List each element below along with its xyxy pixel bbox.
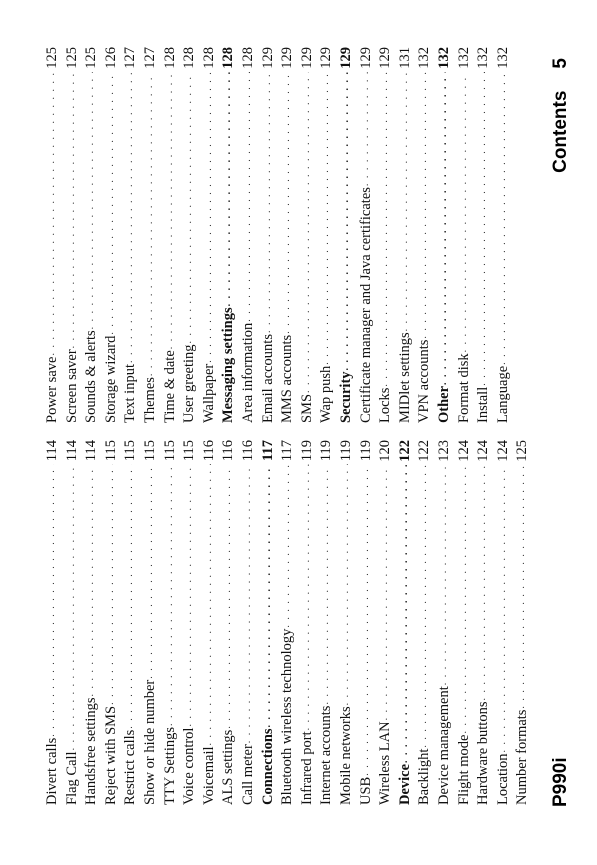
dot-leader	[377, 72, 393, 387]
toc-entry	[473, 47, 491, 423]
dot-leader	[44, 464, 60, 737]
toc-entry	[81, 47, 99, 423]
dot-leader	[220, 72, 236, 307]
toc-entry	[101, 440, 119, 805]
dot-leader	[318, 72, 334, 365]
toc-entry	[395, 47, 413, 423]
dot-leader	[83, 464, 99, 696]
dot-leader	[318, 464, 334, 704]
toc-entry-page: 125	[83, 47, 100, 69]
dot-leader	[416, 72, 432, 339]
toc-entry-title: Language	[494, 365, 511, 423]
toc-entry-page: 129	[259, 47, 276, 69]
dot-leader	[64, 464, 80, 750]
dot-leader	[220, 464, 236, 728]
toc-entry	[414, 440, 432, 805]
dot-leader	[397, 465, 413, 763]
toc-entry-title: Themes	[142, 377, 158, 423]
toc-entry-title: Storage wizard	[102, 335, 119, 423]
dot-leader	[142, 464, 158, 679]
toc-entry-page: 119	[357, 440, 374, 462]
toc-entry-page: 132	[455, 47, 472, 69]
toc-entry-page: 132	[416, 47, 433, 69]
toc-entry-page: 125	[514, 440, 531, 462]
toc-entry-page: 128	[240, 47, 256, 69]
dot-leader	[64, 72, 80, 349]
toc-entry-title: Hardware buttons	[475, 701, 492, 805]
toc-entry-title: Sounds & alerts	[83, 330, 100, 423]
toc-section-entry	[258, 440, 276, 805]
toc-entry-page: 116	[220, 440, 237, 462]
toc-entry-title: Email accounts	[259, 334, 276, 423]
toc-entry-title: Wap push	[318, 365, 335, 423]
toc-entry	[277, 47, 295, 423]
toc-entry-page: 125	[63, 47, 80, 69]
toc-entry-title: Screen saver	[63, 349, 80, 423]
toc-entry	[356, 47, 374, 423]
toc-entry-page: 129	[357, 47, 374, 69]
toc-entry-page: 117	[259, 440, 276, 461]
toc-entry	[238, 440, 256, 805]
dot-leader	[475, 72, 491, 386]
toc-entry-page: 129	[279, 47, 296, 69]
toc-entry-page: 128	[161, 47, 178, 69]
toc-entry	[62, 47, 80, 423]
toc-entry	[473, 440, 491, 805]
toc-entry-page: 114	[63, 440, 80, 462]
dot-leader	[338, 72, 354, 371]
toc-entry-page: 115	[122, 440, 139, 462]
toc-entry-title: Locks	[377, 387, 394, 423]
toc-entry	[101, 47, 119, 423]
toc-entry-title: Flight mode	[455, 734, 472, 805]
toc-entry	[454, 47, 472, 423]
dot-leader	[260, 464, 276, 728]
toc-entry	[62, 440, 80, 805]
toc-entry	[199, 440, 217, 805]
toc-entry-page: 122	[396, 440, 413, 462]
dot-leader	[456, 465, 472, 734]
dot-leader	[201, 464, 217, 745]
dot-leader	[201, 72, 217, 363]
toc-entry	[120, 440, 138, 805]
toc-section-entry	[434, 47, 452, 423]
toc-section-entry	[218, 47, 236, 423]
toc-entry-title: Infrared port	[298, 731, 315, 805]
toc-entry-page: 114	[44, 440, 60, 462]
toc-entry-page: 131	[396, 47, 413, 69]
toc-entry-title: Time & date	[161, 350, 178, 423]
toc-entry-page: 128	[200, 47, 217, 69]
dot-leader	[181, 72, 197, 344]
footer-model: P990i	[550, 757, 571, 807]
dot-leader	[142, 72, 158, 376]
toc-entry-page: 123	[436, 440, 452, 462]
toc-entry	[297, 47, 315, 423]
toc-entry	[414, 47, 432, 423]
toc-entry	[140, 47, 158, 423]
dot-leader	[83, 72, 99, 330]
dot-leader	[436, 465, 452, 685]
dot-leader	[122, 464, 138, 728]
dot-leader	[436, 72, 452, 385]
toc-entry-title: Wallpaper	[200, 363, 217, 423]
toc-entry	[316, 440, 334, 805]
toc-entry-page: 119	[318, 440, 335, 462]
dot-leader	[397, 72, 413, 332]
toc-entry-title: Internet accounts	[318, 705, 335, 805]
dot-leader	[162, 464, 178, 726]
toc-entry-title: Location	[494, 753, 511, 805]
dot-leader	[162, 72, 178, 349]
dot-leader	[279, 72, 295, 334]
toc-entry-title: Mobile networks	[338, 706, 354, 805]
toc-entry-page: 129	[298, 47, 315, 69]
toc-entry-page: 115	[102, 440, 119, 462]
toc-entry	[179, 440, 197, 805]
dot-leader	[338, 464, 354, 705]
toc-entry-page: 119	[338, 440, 354, 462]
dot-leader	[514, 465, 530, 709]
dot-leader	[456, 72, 472, 353]
toc-entry-title: Call meter	[240, 744, 256, 805]
toc-entry-title: Flag Call	[63, 751, 80, 805]
toc-entry-page: 129	[318, 47, 335, 69]
toc-entry	[218, 440, 236, 805]
toc-entry-title: Handsfree settings	[83, 697, 100, 805]
toc-entry	[277, 440, 295, 805]
dot-leader	[416, 465, 432, 748]
toc-entry-title: Voice control	[181, 727, 198, 805]
toc-section-entry	[395, 440, 413, 805]
toc-entry-page: 122	[416, 440, 433, 462]
toc-entry-title: Connections	[259, 728, 276, 805]
dot-leader	[279, 464, 295, 627]
toc-entry-page: 114	[83, 440, 100, 462]
dot-leader	[44, 72, 60, 356]
dot-leader	[122, 72, 138, 363]
toc-entry-title: MMS accounts	[279, 334, 296, 423]
toc-entry-title: Power save	[44, 356, 60, 423]
dot-leader	[103, 464, 119, 705]
toc-entry-title: SMS	[298, 393, 315, 423]
toc-entry-page: 124	[455, 440, 472, 462]
footer-page-number: 5	[550, 58, 571, 69]
toc-entry	[160, 47, 178, 423]
toc-entry	[160, 440, 178, 805]
dot-leader	[240, 72, 256, 322]
toc-entry	[493, 440, 511, 805]
footer-right	[550, 58, 572, 173]
toc-entry-title: Device management	[436, 686, 452, 805]
toc-entry	[297, 440, 315, 805]
toc-entry-page: 127	[142, 47, 158, 69]
toc-entry	[316, 47, 334, 423]
toc-entry	[375, 47, 393, 423]
dot-leader	[299, 464, 315, 730]
dot-leader	[299, 72, 315, 393]
toc-entry-page: 127	[122, 47, 139, 69]
dot-leader	[475, 465, 491, 701]
toc-entry-page: 120	[377, 440, 394, 462]
toc-entry-page: 119	[298, 440, 315, 462]
toc-entry-title: Backlight	[416, 748, 433, 805]
toc-entry	[120, 47, 138, 423]
toc-entry	[258, 47, 276, 423]
toc-entry-page: 125	[44, 47, 60, 69]
toc-entry-page: 132	[475, 47, 492, 69]
toc-entry-title: Voicemail	[200, 746, 217, 805]
toc-entry-title: MIDlet settings	[396, 332, 413, 423]
toc-entry-page: 117	[279, 440, 296, 462]
toc-entry	[375, 440, 393, 805]
toc-entry-title: Divert calls	[44, 737, 60, 805]
toc-entry-page: 124	[475, 440, 492, 462]
toc-entry-title: Bluetooth wireless technology	[279, 628, 296, 805]
toc-entry-page: 129	[377, 47, 394, 69]
toc-entry-title: Format disk	[455, 353, 472, 423]
toc-entry-title: Other	[436, 385, 452, 423]
toc-entry	[42, 47, 60, 423]
toc-entry-title: Area information	[240, 322, 256, 423]
dot-leader	[377, 465, 393, 721]
toc-entry-title: Show or hide number	[142, 679, 158, 805]
toc-entry	[42, 440, 60, 805]
footer-section-title: Contents	[550, 90, 571, 173]
toc-entry	[238, 47, 256, 423]
toc-entry-title: USB	[357, 776, 374, 805]
toc-entry-page: 132	[494, 47, 511, 69]
toc-entry-title: Number formats	[514, 709, 531, 805]
toc-entry	[512, 440, 530, 805]
toc-entry-title: Restrict calls	[122, 729, 139, 805]
toc-entry-title: Security	[338, 371, 354, 423]
dot-leader	[181, 464, 197, 726]
toc-entry-page: 115	[161, 440, 178, 462]
dot-leader	[495, 72, 511, 365]
dot-leader	[358, 464, 374, 776]
toc-entry-title: Certificate manager and Java certificates	[357, 187, 374, 423]
toc-entry-page: 132	[436, 47, 452, 69]
toc-entry-page: 129	[338, 47, 354, 69]
toc-entry-title: ALS settings	[220, 729, 237, 805]
toc-entry	[199, 47, 217, 423]
toc-entry	[81, 440, 99, 805]
toc-entry-title: Wireless LAN	[377, 721, 394, 805]
toc-entry-page: 115	[142, 440, 158, 462]
toc-entry	[179, 47, 197, 423]
toc-section-entry	[336, 47, 354, 423]
toc-entry-title: VPN accounts	[416, 339, 433, 423]
toc-entry	[454, 440, 472, 805]
toc-entry-page: 128	[220, 47, 237, 69]
dot-leader	[103, 72, 119, 335]
toc-entry-page: 126	[102, 47, 119, 69]
toc-entry	[356, 440, 374, 805]
toc-entry-page: 116	[240, 440, 256, 462]
toc-entry	[493, 47, 511, 423]
toc-entry-title: Install	[475, 386, 492, 423]
toc-entry-title: Text input	[122, 364, 139, 423]
toc-entry-title: TTY Settings	[161, 726, 178, 805]
dot-leader	[240, 464, 256, 743]
dot-leader	[260, 72, 276, 333]
toc-entry-title: Reject with SMS	[102, 705, 119, 805]
toc-entry-title: User greeting	[181, 344, 198, 423]
toc-entry-page: 128	[181, 47, 198, 69]
toc-entry	[336, 440, 354, 805]
dot-leader	[358, 72, 374, 186]
toc-entry-title: Device	[396, 763, 413, 805]
dot-leader	[495, 465, 511, 753]
toc-entry-title: Messaging settings	[220, 307, 237, 423]
toc-entry-page: 115	[181, 440, 198, 462]
toc-entry-page: 124	[494, 440, 511, 462]
toc-entry-page: 116	[200, 440, 217, 462]
toc-entry	[434, 440, 452, 805]
toc-entry	[140, 440, 158, 805]
